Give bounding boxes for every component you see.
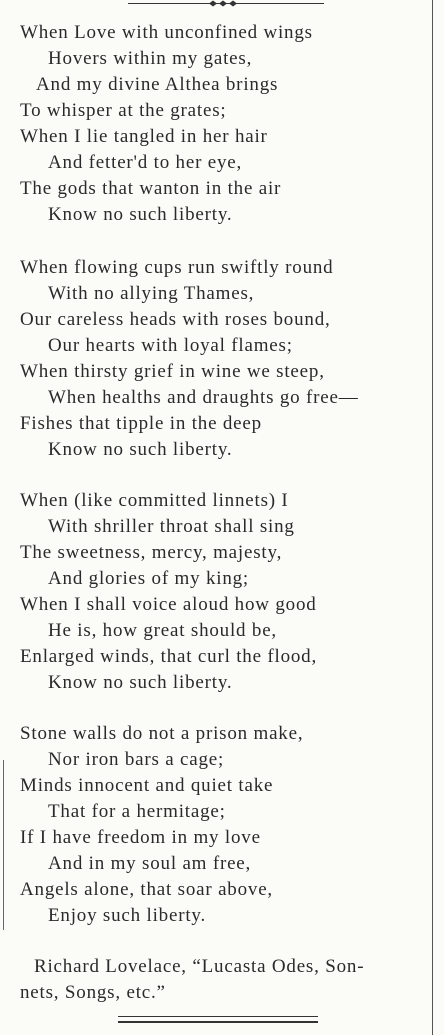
poem-line: He is, how great should be,: [48, 620, 277, 641]
poem-line: If I have freedom in my love: [20, 827, 261, 848]
poem-line: Know no such liberty.: [48, 204, 233, 225]
poem-line: And fetter'd to her eye,: [48, 152, 243, 173]
poem-line: Know no such liberty.: [48, 672, 233, 693]
poem-line: And my divine Althea brings: [36, 74, 279, 95]
bottom-rule: [118, 1016, 318, 1017]
poem-line: Nor iron bars a cage;: [48, 749, 225, 770]
poem-line: The gods that wanton in the air: [20, 178, 282, 199]
poem-line: When flowing cups run swiftly round: [20, 257, 334, 278]
poem-line: Our careless heads with roses bound,: [20, 309, 331, 330]
poem-line: Stone walls do not a prison make,: [20, 723, 304, 744]
poem-line: Minds innocent and quiet take: [20, 775, 274, 796]
poem-line: Enlarged winds, that curl the flood,: [20, 646, 318, 667]
poem-line: With no allying Thames,: [48, 283, 255, 304]
poem-line: And glories of my king;: [48, 568, 249, 589]
poem-line: Angels alone, that soar above,: [20, 879, 273, 900]
column-divider: [432, 0, 433, 1035]
attribution-line-2: nets, Songs, etc.”: [20, 982, 166, 1003]
poem-line: Know no such liberty.: [48, 439, 233, 460]
poem-line: When Love with unconfined wings: [20, 22, 313, 43]
poem-line: When thirsty grief in wine we steep,: [20, 361, 325, 382]
poem-line: When I shall voice aloud how good: [20, 594, 317, 615]
poem-line: When I lie tangled in her hair: [20, 126, 268, 147]
poem-line: When healths and draughts go free—: [48, 387, 359, 408]
poem-line: Fishes that tipple in the deep: [20, 413, 262, 434]
poem-line: Our hearts with loyal flames;: [48, 335, 293, 356]
poem-line: With shriller throat shall sing: [48, 516, 295, 537]
bottom-rule-thick: [118, 1021, 318, 1023]
poem-line: To whisper at the grates;: [20, 100, 227, 121]
poem-line: Hovers within my gates,: [48, 48, 253, 69]
left-margin-mark: [3, 760, 4, 930]
poem-line: The sweetness, mercy, majesty,: [20, 542, 283, 563]
poem-line: Enjoy such liberty.: [48, 905, 207, 926]
poem-line: When (like committed linnets) I: [20, 490, 289, 511]
ornament-icon: [205, 0, 245, 7]
poem-line: That for a hermitage;: [48, 801, 226, 822]
attribution-line-1: Richard Lovelace, “Lucasta Odes, Son-: [34, 956, 365, 977]
poem-line: And in my soul am free,: [48, 853, 252, 874]
